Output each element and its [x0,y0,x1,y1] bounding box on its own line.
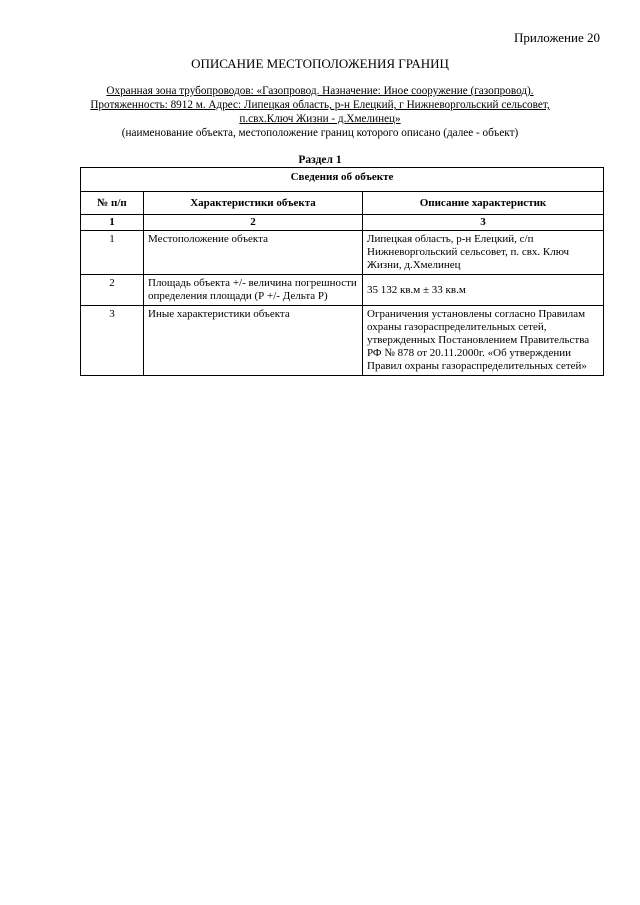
header-characteristic: Характеристики объекта [144,192,363,215]
row-number: 3 [81,306,144,376]
row-number: 1 [81,231,144,275]
row-description: 35 132 кв.м ± 33 кв.м [363,275,604,306]
column-number-2: 2 [144,215,363,231]
object-caption: (наименование объекта, местоположение границ которого описано (далее - объект) [121,127,519,139]
column-number-1: 1 [81,215,144,231]
appendix-label: Приложение 20 [513,30,600,45]
object-line-3: п.свх.Ключ Жизни - д.Хмелинец» [239,113,401,125]
table-row [81,231,604,275]
object-info-table [80,167,604,376]
row-description: Ограничения установлены согласно Правилам охраны газораспределительных сетей, утвержденных Постановлением Правительства РФ № 878 от 20.11.2000г. «Об утверждении Правил охраны газораспределительных сетей» [363,306,604,376]
row-characteristic: Иные характеристики объекта [144,306,363,376]
header-number: № п/п [81,192,144,215]
row-characteristic: Местоположение объекта [144,231,363,275]
table-caption: Сведения об объекте [81,168,604,192]
object-line-1: Охранная зона трубопроводов: «Газопровод. Назначение: Иное сооружение (газопровод). [106,85,534,97]
table-row [81,306,604,376]
object-line-2: Протяженность: 8912 м. Адрес: Липецкая область, р-н Елецкий, г Нижневоргольский сельсовет, [90,99,550,111]
row-description: Липецкая область, р-н Елецкий, с/п Нижневоргольский сельсовет, п. свх. Ключ Жизни, д.Хмелинец [363,231,604,275]
row-characteristic: Площадь объекта +/- величина погрешности определения площади (Р +/- Дельта Р) [144,275,363,306]
column-number-3: 3 [363,215,604,231]
header-description: Описание характеристик [363,192,604,215]
section-title: Раздел 1 [298,154,342,166]
document-title: ОПИСАНИЕ МЕСТОПОЛОЖЕНИЯ ГРАНИЦ [191,56,449,71]
object-description [68,84,572,140]
row-number: 2 [81,275,144,306]
table-row [81,275,604,306]
